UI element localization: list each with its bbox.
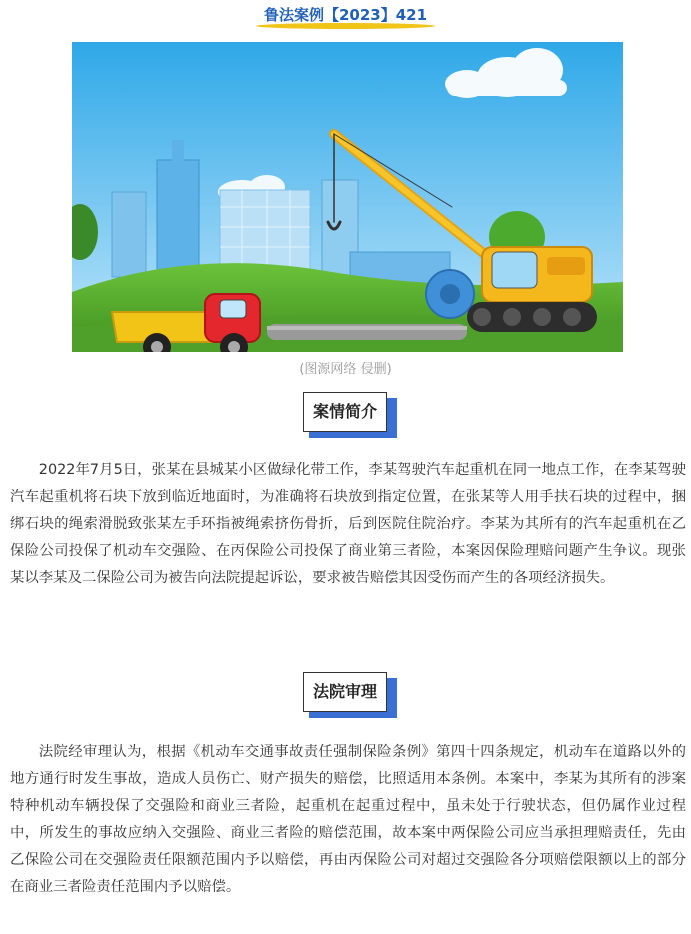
image-caption: (图源网络 侵删): [299, 362, 392, 377]
section-title-label: 案情简介: [303, 392, 387, 432]
case-number-header: [0, 4, 691, 29]
pipes: [267, 324, 467, 340]
section-title-case-summary: [0, 392, 691, 440]
section-title-court-trial: [0, 672, 691, 720]
section-title-label: 法院审理: [303, 672, 387, 712]
case-number-text: [256, 4, 435, 29]
hero-illustration-crane: [72, 42, 623, 352]
case-number-label: 鲁法案例【2023】421: [263, 6, 428, 24]
case-summary-paragraph: 2022年7月5日，张某在县城某小区做绿化带工作，李某驾驶汽车起重机在同一地点工作，在李某驾驶汽车起重机将石块下放到临近地面时，为准确将石块放到指定位置，在张某等人用手扶石块的过程中，捆绑石块的绳索滑脱致张某左手环指被绳索挤伤骨折，后到医院住院治疗。李某为其所有的汽车起重机在乙保险公司投保了机动车交强险、在丙保险公司投保了商业第三者险，本案因保险理赔问题产生争议。现张某以李某及二保险公司为被告向法院提起诉讼，要求被告赔偿其因受伤而产生的各项经济损失。: [10, 462, 686, 586]
court-trial-paragraph: 法院经审理认为，根据《机动车交通事故责任强制保险条例》第四十四条规定，机动车在道路以外的地方通行时发生事故，造成人员伤亡、财产损失的赔偿，比照适用本条例。本案中，李某为其所有的涉案特种机动车辆投保了交强险和商业三者险，起重机在起重过程中，虽未处于行驶状态，但仍属作业过程中，所发生的事故应纳入交强险、商业三者险的赔偿范围，故本案中两保险公司应当承担理赔责任，先由乙保险公司在交强险责任限额范围内予以赔偿，再由丙保险公司对超过交强险各分项赔偿限额以上的部分在商业三者险责任范围内予以赔偿。: [10, 744, 686, 895]
